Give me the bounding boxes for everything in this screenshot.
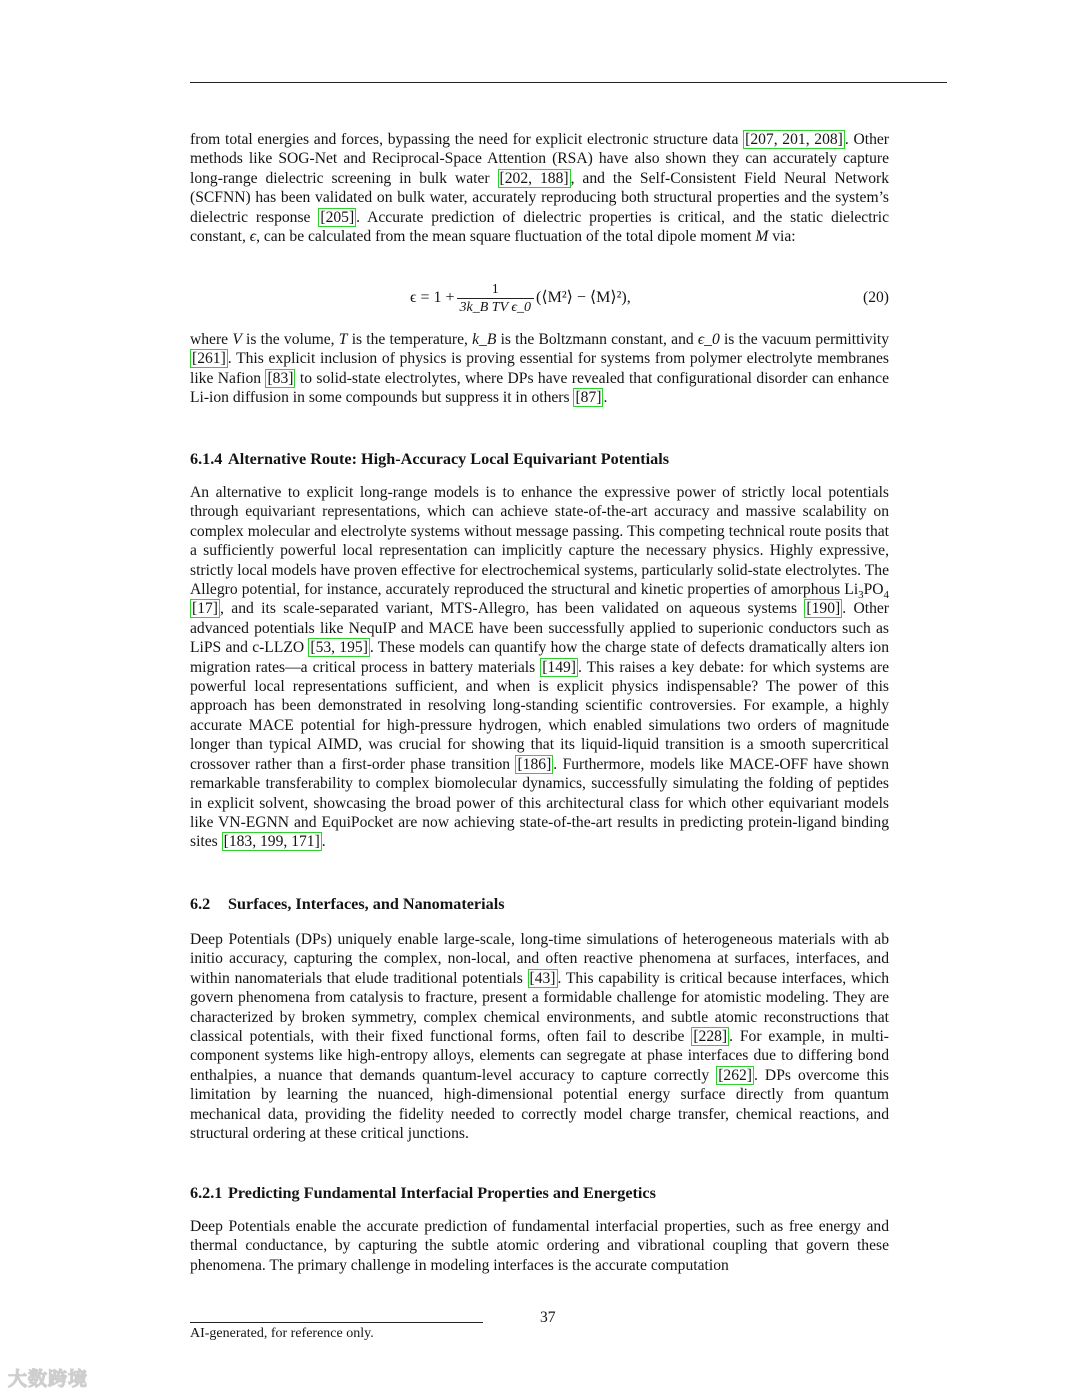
equation-number: (20) (863, 289, 889, 306)
section-heading-6-2 (190, 894, 889, 914)
footnote-rule (190, 1322, 483, 1323)
citation-link[interactable]: [207, 201, 208] (745, 131, 843, 148)
equation-rhs: (⟨M²⟩ − ⟨M⟩²), (536, 289, 631, 306)
equation-body (410, 275, 631, 321)
citation-link[interactable]: [186] (517, 755, 552, 773)
paragraph-dielectric: from total energies and forces, bypassing the need for explicit electronic structure data [207, 201, 208] . Other methods like SOG-Net and Reciprocal-Space Attention (RSA) have also shown they can accurately capture long-range dielectric screening in bulk water [202, 188] , and the Self-Consistent Field Neural Network (SCFNN) has been validated on bulk water, accurately reproducing both structural properties and the system’s dielectric response [205] . Accurate prediction of dielectric properties is critical, and the static dielectric constant, ϵ, can be calculated from the mean square fluctuation of the total dipole moment M via: (190, 131, 890, 246)
paragraph-surfaces: Deep Potentials (DPs) uniquely enable large-scale, long-time simulations of heterogeneous materials with ab initio accuracy, capturing the complex, non-local, and often reactive phenomena at surfaces, interfaces, and within nanomaterials that elude traditional potentials [43] . This capability is critical because interfaces, which govern phenomena from catalysis to fracture, present a formidable challenge for atomistic modeling. They are characterized by broken symmetry, complex chemical environments, and subtle atomic reconstructions that classical potentials, with their fixed functional forms, often fail to describe [228] . For example, in multi-component systems like high-entropy alloys, elements can segregate at phase interfaces due to differing bond enthalpies, a nuance that demands quantum-level accuracy to capture correctly [262] . DPs overcome this limitation by learning the nuanced, high-dimensional potential energy surface directly from quantum mechanical data, providing the fidelity needed to correctly model charge transfer, chemical reactions, and structural ordering at these critical junctions. (190, 931, 890, 1143)
citation-link[interactable]: [183, 199, 171] (223, 833, 320, 851)
citation-link[interactable]: [190] (806, 600, 841, 618)
equation-lhs: ϵ = 1 + (410, 289, 455, 306)
section-title: Predicting Fundamental Interfacial Properties and Energetics (228, 1184, 656, 1202)
section-number: 6.2.1 (190, 1184, 223, 1202)
citation-link[interactable]: [83] (267, 369, 294, 387)
paragraph-interfacial: Deep Potentials enable the accurate prediction of fundamental interfacial properties, such as free energy and thermal conductance, by capturing the subtle atomic ordering and vibrational coupling that govern these phenomena. The primary challenge in modeling interfaces is the accurate computation (190, 1218, 889, 1274)
citation-link[interactable]: [53, 195] (310, 639, 368, 657)
section-number: 6.1.4 (190, 450, 223, 468)
equation-20 (190, 275, 889, 321)
citation-link[interactable]: [205] (320, 208, 355, 226)
header-rule (190, 82, 947, 83)
citation-link[interactable]: [202, 188] (499, 169, 569, 187)
citation-link[interactable]: [149] (542, 658, 576, 676)
paragraph-local-equivariant: An alternative to explicit long-range models is to enhance the expressive power of strictly local potentials through equivariant representations, which can achieve state-of-the-art accuracy and massive scalability on complex molecular and electrolyte systems without message passing. This competing technical route posits that a sufficiently powerful local representation can implicitly capture the necessary physics. Highly expressive, strictly local models have proven effective for electrochemical systems, particularly solid-state electrolytes. The Allegro potential, for instance, accurately reproduced the structural and kinetic properties of amorphous $Li_3PO_4$ [17] , and its scale-separated variant, MTS-Allegro, has been validated on aqueous systems [190] . Other advanced potentials like NequIP and MACE have been successfully applied to superionic conductors such as LiPS and c-LLZO [53, 195] . These models can quantify how the charge state of defects dramatically alters ion migration rates—a critical process in battery materials [149] . This raises a key debate: for which systems are powerful local representations sufficient, and when is explicit physics indispensable? The power of this approach has been demonstrated in resolving long-standing scientific controversies. For example, a highly accurate MACE potential for high-pressure hydrogen, which enabled simulations two orders of magnitude longer than typical AIMD, was crucial for showing that its liquid-liquid transition is a smooth supercritical crossover rather than a first-order phase transition [186] . Furthermore, models like MACE-OFF have shown remarkable transferability to complex biomolecular dynamics, successfully simulating the folding of peptides in explicit solvent, showcasing the broad power of this architectural class for which other equivariant models like VN-EGNN and EquiPocket are now achieving state-of-the-art results in predicting protein-ligand binding sites [183, 199, 171] . (190, 484, 890, 851)
paragraph-where: where V is the volume, T is the temperature, k_B is the Boltzmann constant, and ϵ_0 is the vacuum permittivity [261] . This explicit inclusion of physics is proving essential for systems from polymer electrolyte membranes like Nafion [83] to solid-state electrolytes, where DPs have revealed that configurational disorder can enhance Li-ion diffusion in some compounds but suppress it in others [87] . (190, 331, 890, 407)
equation-fraction (457, 281, 535, 316)
equation-numerator: 1 (491, 281, 499, 297)
section-number: 6.2 (190, 895, 211, 913)
watermark-logo: 大数跨境 (8, 1368, 89, 1390)
section-heading-6-1-4 (190, 449, 889, 469)
citation-link[interactable]: [17] (192, 600, 218, 618)
citation-link[interactable]: [228] (693, 1028, 728, 1046)
section-title: Alternative Route: High-Accuracy Local Equivariant Potentials (228, 450, 670, 468)
citation-link[interactable]: [87] (575, 389, 602, 407)
citation-link[interactable]: [43] (529, 969, 556, 987)
citation-link[interactable]: [262] (718, 1066, 752, 1084)
citation-link[interactable]: [261] (192, 350, 226, 368)
section-heading-6-2-1 (190, 1183, 889, 1203)
footnote: AI-generated, for reference only. (190, 1326, 374, 1341)
equation-denominator: 3k_B TV ϵ_0 (457, 298, 535, 316)
page-number: 37 (540, 1309, 556, 1326)
section-title: Surfaces, Interfaces, and Nanomaterials (228, 895, 505, 913)
